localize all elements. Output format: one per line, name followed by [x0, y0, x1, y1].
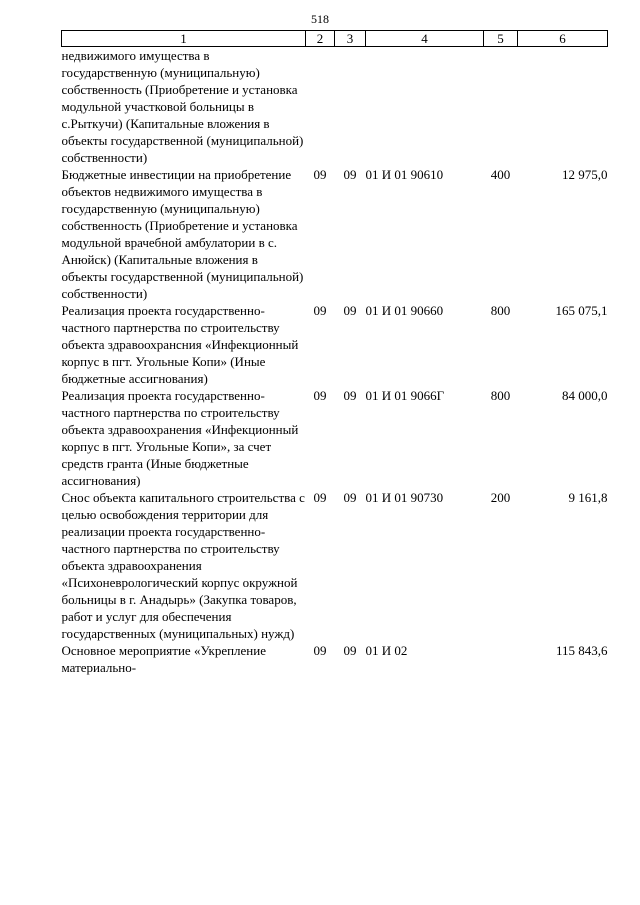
row-sum: 165 075,1: [555, 303, 608, 318]
table-row: [62, 166, 608, 302]
row-name: Основное мероприятие «Укрепление материально-: [61, 643, 266, 675]
row-name: Реализация проекта государственно-частного партнерства по строительству объекта здравоохрансния «Инфекционный корпус в пгт. Угольные Копи» (Иные бюджетные ассигнования): [61, 303, 299, 386]
row-podrazdel: 09: [343, 303, 357, 318]
page-number: 518: [311, 12, 329, 26]
row-sum: 12 975,0: [562, 167, 608, 182]
budget-table: [61, 30, 608, 676]
row-vr: 400: [490, 167, 511, 182]
row-vr: [484, 47, 518, 167]
row-csr: 01 И 01 9066Г: [365, 388, 445, 403]
row-name: Снос объекта капитального строительства с целью освобождения территории для реализации проекта государственно-частного партнерства по строительству объекта здравоохранения «Психоневрологический корпус окружной больницы в г. Анадырь» (Закупка товаров, работ и услуг для обеспечения государственных (муниципальных) нужд): [61, 490, 305, 641]
row-razdel: 09: [313, 643, 327, 658]
header-col-6: 6: [518, 31, 608, 47]
row-sum: 115 843,6: [555, 643, 608, 658]
row-podrazdel: 09: [343, 167, 357, 182]
row-razdel: 09: [313, 303, 327, 318]
row-razdel: 09: [313, 490, 327, 505]
table-row: [62, 489, 608, 642]
row-csr: 01 И 01 90660: [365, 303, 444, 318]
row-name: недвижимого имущества в государственную (муниципальную) собственность (Приобретение и установка модульной участковой больницы в с.Рыткучи) (Капитальные вложения в объекты государственной (муниципальной) собственности): [61, 48, 304, 165]
row-podrazdel: 09: [343, 490, 357, 505]
row-sum: [518, 47, 608, 167]
row-razdel: 09: [313, 388, 327, 403]
table-row: [62, 642, 608, 676]
row-podrazdel: 09: [343, 643, 357, 658]
row-vr: [484, 642, 518, 676]
row-podrazdel: 09: [343, 388, 357, 403]
row-csr: 01 И 01 90610: [365, 167, 444, 182]
row-sum: 9 161,8: [568, 490, 608, 505]
row-vr: 200: [490, 490, 511, 505]
row-vr: 800: [490, 303, 511, 318]
row-razdel: [306, 47, 335, 167]
row-razdel: 09: [313, 167, 327, 182]
header-col-3: 3: [335, 31, 366, 47]
row-csr: [366, 47, 484, 167]
row-vr: 800: [490, 388, 511, 403]
row-podrazdel: [335, 47, 366, 167]
header-col-1: 1: [62, 31, 306, 47]
row-name: Бюджетные инвестиции на приобретение объектов недвижимого имущества в государственную (муниципальную) собственность (Приобретение и установка модульной врачебной амбулатории в с. Анюйск) (Капитальные вложения в объекты государственной (муниципальной) собственности): [61, 167, 304, 301]
table-row: [62, 387, 608, 489]
header-col-5: 5: [484, 31, 518, 47]
table-row: [62, 302, 608, 387]
row-csr: 01 И 01 90730: [365, 490, 444, 505]
row-sum: 84 000,0: [562, 388, 608, 403]
table-header-row: [62, 31, 608, 47]
row-csr: 01 И 02: [365, 643, 408, 658]
table-row: [62, 47, 608, 167]
header-col-4: 4: [366, 31, 484, 47]
row-name: Реализация проекта государственно-частного партнерства по строительству объекта здравоохранения «Инфекционный корпус в пгт. Угольные Копи», за счет средств гранта (Иные бюджетные ассигнования): [61, 388, 299, 488]
header-col-2: 2: [306, 31, 335, 47]
